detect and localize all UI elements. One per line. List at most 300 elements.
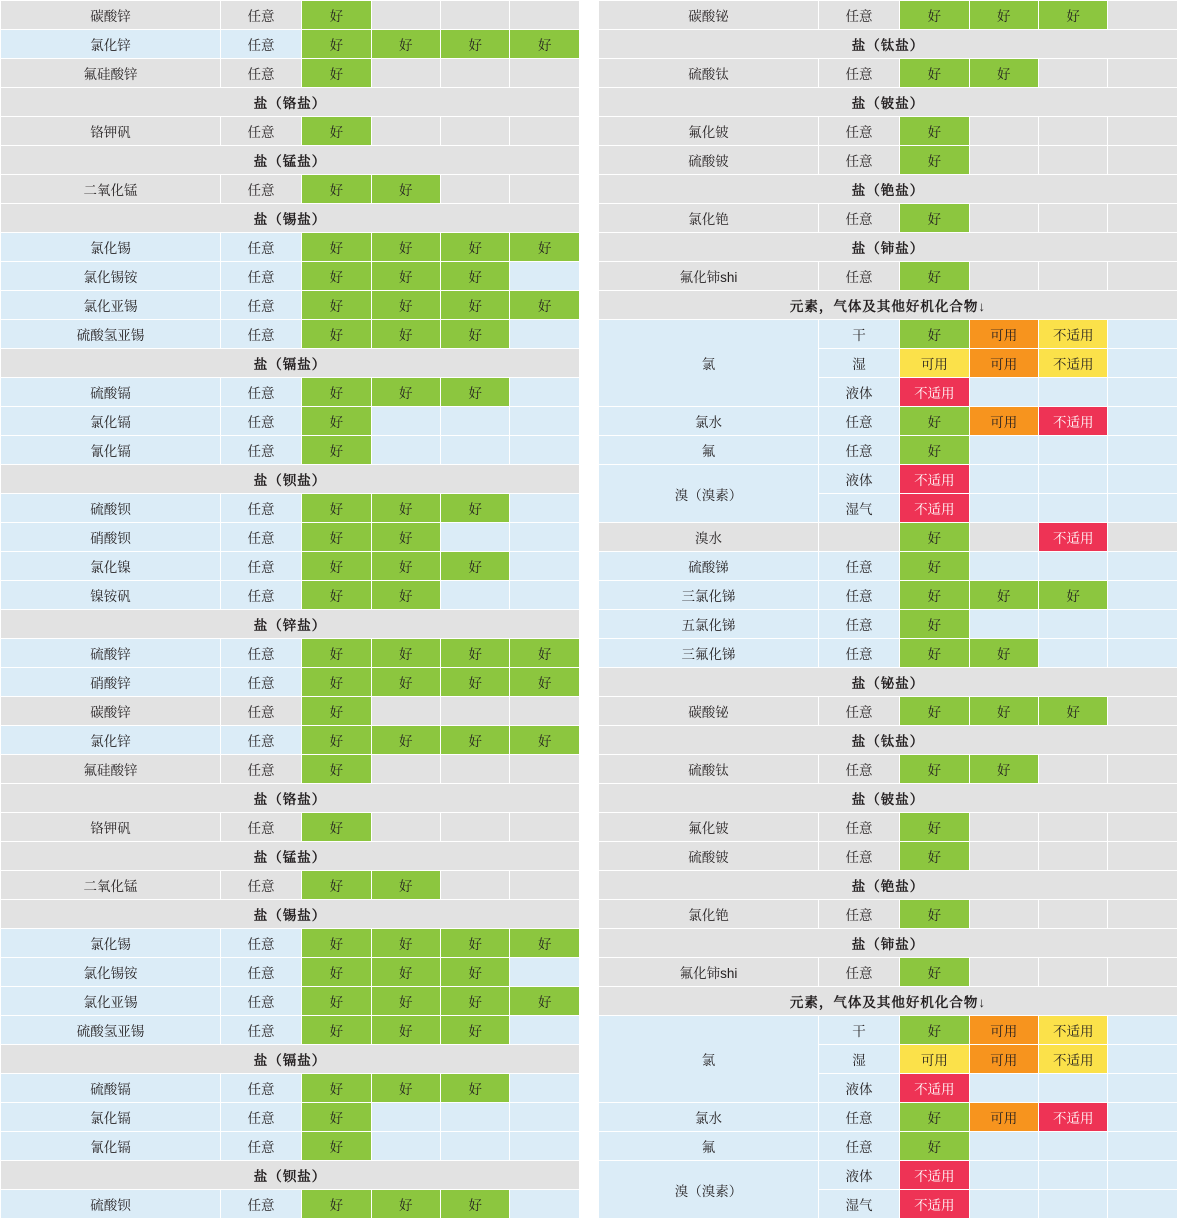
table-row (1, 1190, 580, 1219)
condition-cell: 任意 (819, 842, 900, 871)
rating-cell: 好 (900, 697, 969, 726)
section-header-row (1, 1161, 580, 1190)
rating-cell: 好 (510, 30, 580, 59)
condition-cell: 湿 (819, 1045, 900, 1074)
rating-cell (371, 1132, 440, 1161)
condition-cell: 任意 (819, 117, 900, 146)
rating-cell (1039, 958, 1108, 987)
rating-cell: 好 (510, 639, 580, 668)
table-row (599, 1016, 1178, 1045)
condition-cell: 任意 (819, 755, 900, 784)
rating-cell (1108, 204, 1178, 233)
table-row (1, 755, 580, 784)
condition-cell: 任意 (221, 59, 302, 88)
rating-cell: 好 (510, 668, 580, 697)
rating-cell: 好 (441, 30, 510, 59)
chemical-name: 铬钾矾 (1, 813, 221, 842)
rating-cell: 可用 (969, 1016, 1038, 1045)
rating-cell (969, 552, 1038, 581)
rating-cell: 好 (302, 668, 371, 697)
rating-cell: 好 (371, 175, 440, 204)
section-header-label: 盐（钛盐） (599, 30, 1178, 59)
chemical-name: 氟化铈shi (599, 958, 819, 987)
rating-cell: 好 (302, 523, 371, 552)
rating-cell (1108, 1045, 1178, 1074)
rating-cell (1108, 755, 1178, 784)
rating-cell: 好 (1039, 1, 1108, 30)
chemical-name: 三氯化锑 (599, 581, 819, 610)
rating-cell: 好 (302, 291, 371, 320)
condition-cell: 任意 (819, 1, 900, 30)
rating-cell: 好 (302, 436, 371, 465)
rating-cell: 好 (302, 1074, 371, 1103)
chemical-name: 硫酸锑 (599, 552, 819, 581)
rating-cell: 好 (302, 233, 371, 262)
rating-cell (1108, 523, 1178, 552)
rating-cell (1108, 146, 1178, 175)
chemical-name: 硫酸铍 (599, 146, 819, 175)
rating-cell (441, 1, 510, 30)
rating-cell (441, 523, 510, 552)
rating-cell (969, 146, 1038, 175)
table-row (1, 1074, 580, 1103)
rating-cell: 好 (900, 436, 969, 465)
chemical-name: 氟化铍 (599, 813, 819, 842)
table-row (1, 1103, 580, 1132)
chemical-name: 氯化镍 (1, 552, 221, 581)
rating-cell: 好 (302, 755, 371, 784)
table-row (599, 1, 1178, 30)
section-header-label: 盐（钡盐） (1, 465, 580, 494)
table-row (599, 320, 1178, 349)
rating-cell: 好 (441, 291, 510, 320)
rating-cell: 好 (900, 204, 969, 233)
rating-cell: 好 (969, 581, 1038, 610)
rating-cell: 好 (371, 378, 440, 407)
chemical-name: 氯化镉 (1, 407, 221, 436)
rating-cell (441, 697, 510, 726)
rating-cell: 不适用 (1039, 349, 1108, 378)
chemical-name: 硫酸铍 (599, 842, 819, 871)
chemical-name: 二氧化锰 (1, 871, 221, 900)
condition-cell: 任意 (221, 175, 302, 204)
rating-cell (1108, 436, 1178, 465)
rating-cell: 好 (302, 1190, 371, 1219)
rating-cell: 好 (441, 494, 510, 523)
rating-cell (441, 407, 510, 436)
rating-cell (510, 871, 580, 900)
condition-cell: 任意 (221, 117, 302, 146)
section-header-label: 盐（镉盐） (1, 349, 580, 378)
rating-cell: 好 (900, 581, 969, 610)
chemical-name: 溴水 (599, 523, 819, 552)
rating-cell (1108, 958, 1178, 987)
condition-cell: 任意 (819, 146, 900, 175)
rating-cell: 好 (510, 726, 580, 755)
rating-cell: 好 (441, 378, 510, 407)
rating-cell (1039, 262, 1108, 291)
table-row (599, 117, 1178, 146)
rating-cell (969, 262, 1038, 291)
rating-cell: 好 (969, 755, 1038, 784)
section-header-row (1, 146, 580, 175)
condition-cell: 任意 (221, 726, 302, 755)
chemical-name: 氯 (599, 320, 819, 407)
rating-cell: 好 (900, 958, 969, 987)
rating-cell (510, 262, 580, 291)
rating-cell (441, 1132, 510, 1161)
table-row (1, 726, 580, 755)
section-header-label: 元素，气体及其他好机化合物↓ (599, 291, 1178, 320)
rating-cell: 好 (441, 1074, 510, 1103)
rating-cell (1039, 378, 1108, 407)
compatibility-table-left (0, 0, 580, 1219)
condition-cell: 液体 (819, 465, 900, 494)
rating-cell (1108, 1103, 1178, 1132)
rating-cell: 好 (371, 494, 440, 523)
rating-cell: 好 (510, 929, 580, 958)
rating-cell: 好 (510, 233, 580, 262)
rating-cell (371, 436, 440, 465)
chemical-name: 氯化铯 (599, 900, 819, 929)
rating-cell (1039, 117, 1108, 146)
rating-cell (1108, 1132, 1178, 1161)
condition-cell: 任意 (819, 204, 900, 233)
condition-cell: 任意 (819, 436, 900, 465)
rating-cell (1108, 320, 1178, 349)
rating-cell (371, 1, 440, 30)
rating-cell (969, 958, 1038, 987)
rating-cell: 好 (441, 552, 510, 581)
rating-cell: 好 (302, 726, 371, 755)
rating-cell: 好 (441, 958, 510, 987)
table-row (599, 1132, 1178, 1161)
rating-cell: 好 (969, 697, 1038, 726)
table-row (1, 523, 580, 552)
rating-cell (1039, 1132, 1108, 1161)
rating-cell (1108, 842, 1178, 871)
rating-cell: 好 (302, 320, 371, 349)
rating-cell (1108, 552, 1178, 581)
rating-cell: 好 (371, 320, 440, 349)
rating-cell (441, 1103, 510, 1132)
section-header-label: 盐（铯盐） (599, 871, 1178, 900)
condition-cell: 任意 (819, 813, 900, 842)
table-row (1, 436, 580, 465)
table-row (1, 813, 580, 842)
rating-cell (1039, 59, 1108, 88)
rating-cell (510, 1190, 580, 1219)
table-row (1, 987, 580, 1016)
rating-cell: 可用 (900, 349, 969, 378)
condition-cell: 任意 (221, 697, 302, 726)
rating-cell (1039, 204, 1108, 233)
chemical-name: 硫酸锌 (1, 639, 221, 668)
condition-cell: 任意 (221, 1132, 302, 1161)
rating-cell: 好 (510, 987, 580, 1016)
rating-cell (441, 581, 510, 610)
rating-cell: 好 (1039, 697, 1108, 726)
rating-cell (969, 842, 1038, 871)
rating-cell (1039, 436, 1108, 465)
section-header-row (599, 929, 1178, 958)
rating-cell: 可用 (969, 407, 1038, 436)
chemical-name: 氟化铈shi (599, 262, 819, 291)
rating-cell: 好 (371, 726, 440, 755)
table-row (1, 320, 580, 349)
left-table-body (1, 1, 580, 1219)
rating-cell: 好 (441, 987, 510, 1016)
chemical-name: 氯水 (599, 407, 819, 436)
right-table-body (599, 1, 1178, 1219)
table-row (1, 291, 580, 320)
section-header-label: 盐（锡盐） (1, 900, 580, 929)
rating-cell: 好 (441, 262, 510, 291)
chemical-name: 溴（溴素） (599, 1161, 819, 1219)
rating-cell (510, 1132, 580, 1161)
table-row (1, 639, 580, 668)
rating-cell: 不适用 (900, 1161, 969, 1190)
rating-cell: 好 (302, 262, 371, 291)
condition-cell: 任意 (221, 987, 302, 1016)
chemical-name: 氯化锡铵 (1, 958, 221, 987)
section-header-label: 盐（铯盐） (599, 175, 1178, 204)
section-header-row (1, 842, 580, 871)
section-header-label: 盐（铈盐） (599, 233, 1178, 262)
rating-cell: 可用 (969, 349, 1038, 378)
rating-cell: 好 (371, 1016, 440, 1045)
chemical-name: 氟硅酸锌 (1, 59, 221, 88)
condition-cell: 任意 (819, 262, 900, 291)
condition-cell: 任意 (221, 929, 302, 958)
rating-cell (510, 175, 580, 204)
section-header-row (599, 784, 1178, 813)
condition-cell: 任意 (221, 494, 302, 523)
rating-cell: 好 (900, 552, 969, 581)
table-row (1, 1132, 580, 1161)
rating-cell: 不适用 (900, 1190, 969, 1219)
rating-cell (1108, 1016, 1178, 1045)
section-header-row (1, 900, 580, 929)
table-row (1, 871, 580, 900)
table-row (599, 900, 1178, 929)
condition-cell: 任意 (221, 378, 302, 407)
rating-cell (1108, 900, 1178, 929)
chemical-name: 硫酸氢亚锡 (1, 320, 221, 349)
rating-cell: 好 (371, 987, 440, 1016)
rating-cell (1108, 1190, 1178, 1219)
rating-cell: 好 (302, 175, 371, 204)
table-row (599, 262, 1178, 291)
section-header-row (1, 349, 580, 378)
chemical-name: 碳酸锌 (1, 697, 221, 726)
chemical-name: 碳酸铋 (599, 1, 819, 30)
condition-cell: 任意 (221, 871, 302, 900)
table-row (1, 581, 580, 610)
rating-cell (1108, 349, 1178, 378)
rating-cell (969, 610, 1038, 639)
condition-cell: 任意 (221, 291, 302, 320)
chemical-name: 氯 (599, 1016, 819, 1103)
compatibility-table-right (598, 0, 1178, 1219)
rating-cell (1039, 610, 1108, 639)
rating-cell: 好 (302, 581, 371, 610)
section-header-row (1, 1045, 580, 1074)
rating-cell (1108, 697, 1178, 726)
rating-cell: 好 (900, 117, 969, 146)
table-row (599, 59, 1178, 88)
chemical-name: 氯化锌 (1, 726, 221, 755)
section-header-row (1, 88, 580, 117)
table-row (599, 1103, 1178, 1132)
rating-cell: 好 (900, 523, 969, 552)
rating-cell (510, 59, 580, 88)
rating-cell (510, 407, 580, 436)
condition-cell: 任意 (819, 581, 900, 610)
rating-cell (510, 697, 580, 726)
rating-cell (510, 1, 580, 30)
condition-cell: 任意 (819, 1132, 900, 1161)
condition-cell: 湿气 (819, 1190, 900, 1219)
chemical-name: 氟硅酸锌 (1, 755, 221, 784)
rating-cell (510, 581, 580, 610)
rating-cell: 好 (900, 813, 969, 842)
rating-cell (1108, 407, 1178, 436)
rating-cell (1108, 117, 1178, 146)
rating-cell (371, 813, 440, 842)
rating-cell (441, 117, 510, 146)
rating-cell: 好 (900, 1132, 969, 1161)
condition-cell: 任意 (221, 436, 302, 465)
section-header-label: 盐（锰盐） (1, 146, 580, 175)
rating-cell: 好 (302, 1, 371, 30)
rating-cell: 好 (302, 59, 371, 88)
rating-cell (510, 1016, 580, 1045)
condition-cell: 任意 (221, 523, 302, 552)
section-header-row (599, 30, 1178, 59)
rating-cell: 好 (900, 842, 969, 871)
table-row (599, 958, 1178, 987)
rating-cell: 不适用 (900, 378, 969, 407)
rating-cell (969, 494, 1038, 523)
rating-cell: 好 (441, 233, 510, 262)
rating-cell (371, 697, 440, 726)
rating-cell (1108, 610, 1178, 639)
table-row (599, 204, 1178, 233)
rating-cell (441, 813, 510, 842)
condition-cell: 任意 (221, 30, 302, 59)
condition-cell: 任意 (221, 262, 302, 291)
rating-cell (441, 436, 510, 465)
section-header-row (599, 726, 1178, 755)
rating-cell (969, 117, 1038, 146)
rating-cell (510, 494, 580, 523)
rating-cell (969, 204, 1038, 233)
chemical-name: 硫酸钛 (599, 59, 819, 88)
condition-cell: 任意 (221, 668, 302, 697)
table-row (599, 1161, 1178, 1190)
rating-cell: 好 (302, 407, 371, 436)
rating-cell: 好 (302, 1016, 371, 1045)
rating-cell: 好 (900, 1103, 969, 1132)
condition-cell: 任意 (221, 1190, 302, 1219)
rating-cell (1039, 639, 1108, 668)
condition-cell: 液体 (819, 378, 900, 407)
table-row (599, 755, 1178, 784)
rating-cell: 好 (302, 813, 371, 842)
rating-cell (1039, 842, 1108, 871)
rating-cell: 好 (371, 958, 440, 987)
rating-cell (510, 755, 580, 784)
condition-cell: 任意 (221, 552, 302, 581)
rating-cell: 不适用 (1039, 320, 1108, 349)
table-row (1, 262, 580, 291)
rating-cell: 不适用 (1039, 1016, 1108, 1045)
rating-cell: 好 (900, 1, 969, 30)
condition-cell: 任意 (819, 59, 900, 88)
condition-cell: 任意 (221, 1016, 302, 1045)
rating-cell: 好 (371, 291, 440, 320)
section-header-row (599, 668, 1178, 697)
chemical-name: 硫酸氢亚锡 (1, 1016, 221, 1045)
chemical-name: 五氯化锑 (599, 610, 819, 639)
rating-cell: 好 (371, 523, 440, 552)
chemical-name: 氯化铯 (599, 204, 819, 233)
chemical-name: 氯化锡 (1, 233, 221, 262)
condition-cell: 任意 (221, 1, 302, 30)
left-table-column (0, 0, 580, 1219)
rating-cell (510, 436, 580, 465)
chemical-name: 铬钾矾 (1, 117, 221, 146)
condition-cell: 任意 (819, 639, 900, 668)
condition-cell: 任意 (221, 1103, 302, 1132)
rating-cell (969, 523, 1038, 552)
condition-cell: 任意 (221, 1074, 302, 1103)
rating-cell: 好 (302, 697, 371, 726)
rating-cell: 不适用 (900, 465, 969, 494)
chemical-name: 碳酸锌 (1, 1, 221, 30)
table-row (1, 1016, 580, 1045)
rating-cell: 好 (371, 233, 440, 262)
rating-cell: 好 (371, 262, 440, 291)
rating-cell: 好 (371, 581, 440, 610)
rating-cell: 好 (900, 639, 969, 668)
table-row (599, 552, 1178, 581)
table-row (599, 523, 1178, 552)
condition-cell: 任意 (221, 639, 302, 668)
rating-cell: 可用 (969, 1103, 1038, 1132)
rating-cell: 好 (371, 639, 440, 668)
section-header-row (1, 204, 580, 233)
rating-cell (1039, 146, 1108, 175)
rating-cell: 好 (969, 639, 1038, 668)
table-row (599, 407, 1178, 436)
chemical-name: 二氧化锰 (1, 175, 221, 204)
rating-cell: 好 (900, 320, 969, 349)
rating-cell: 好 (302, 494, 371, 523)
rating-cell (1108, 1074, 1178, 1103)
section-header-row (599, 871, 1178, 900)
table-row (1, 668, 580, 697)
condition-cell: 液体 (819, 1074, 900, 1103)
rating-cell (1108, 639, 1178, 668)
section-header-row (599, 987, 1178, 1016)
table-row (1, 929, 580, 958)
condition-cell: 任意 (221, 320, 302, 349)
right-table-column (598, 0, 1178, 1219)
rating-cell: 好 (371, 871, 440, 900)
rating-cell: 好 (441, 929, 510, 958)
